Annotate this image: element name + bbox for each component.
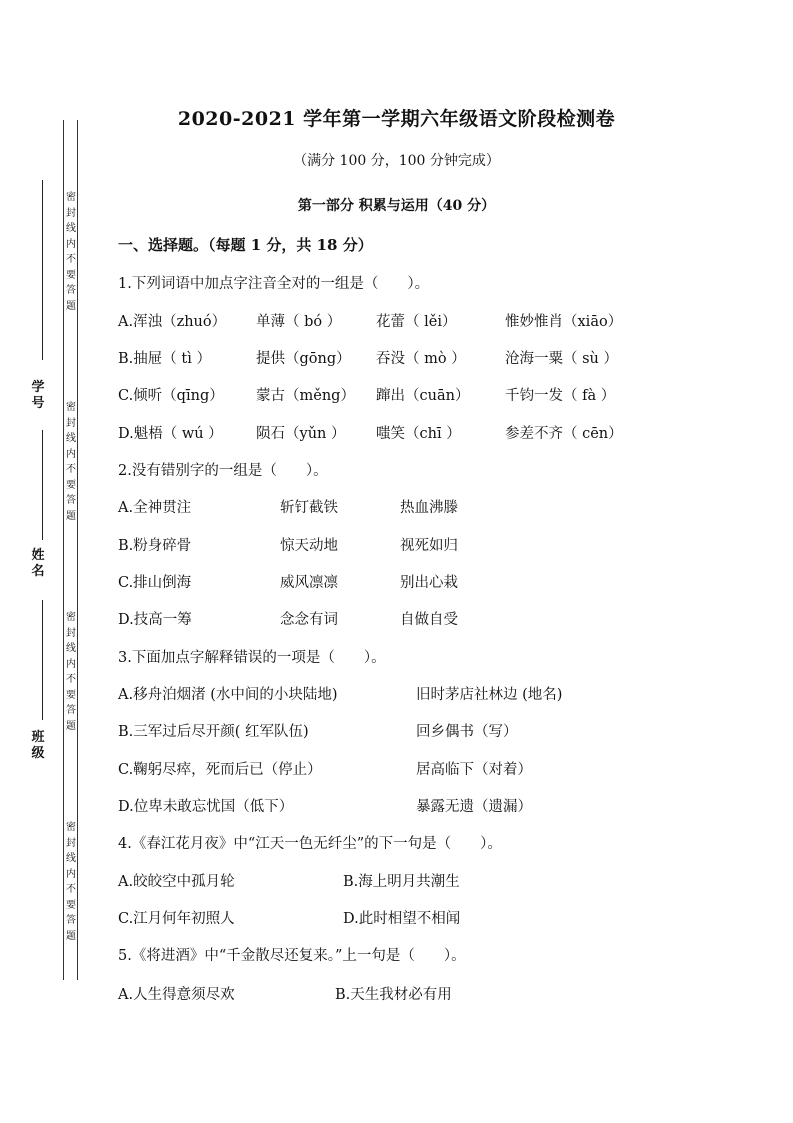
q1-option-c-3: 蹿出（cuān） bbox=[376, 388, 470, 404]
q4-option-c: C.江月何年初照人 bbox=[118, 911, 235, 927]
q1-option-a-1: A.浑浊（zhuó） bbox=[118, 314, 227, 330]
seal-line-outer bbox=[63, 120, 64, 980]
q1-option-b-1: B.抽屉（ tì ） bbox=[118, 351, 211, 367]
seal-text-1: 密封线内不要答题 bbox=[66, 192, 76, 312]
q1-option-b-4: 沧海一粟（ sù ） bbox=[505, 351, 618, 367]
q1-option-d-2: 陨石（yǔn ） bbox=[256, 426, 346, 442]
q1-option-a-2: 单薄（ bó ） bbox=[256, 314, 342, 330]
page-subtitle: （满分 100 分，100 分钟完成） bbox=[293, 153, 500, 169]
name-line bbox=[42, 430, 43, 540]
class-label: 班级 bbox=[31, 730, 45, 761]
seal-text-4: 密封线内不要答题 bbox=[66, 822, 76, 942]
section-heading: 一、选择题。（每题 1 分，共 18 分） bbox=[118, 236, 373, 254]
class-line bbox=[42, 600, 43, 720]
q2-option-c-2: 威风凛凛 bbox=[280, 575, 338, 591]
part-heading: 第一部分 积累与运用（40 分） bbox=[297, 198, 496, 214]
page-title: 2020-2021 学年第一学期六年级语文阶段检测卷 bbox=[177, 108, 616, 130]
q3-option-b-2: 回乡偶书（写） bbox=[416, 724, 518, 740]
q3-option-c-2: 居高临下（对着） bbox=[416, 762, 532, 778]
seal-text-2: 密封线内不要答题 bbox=[66, 402, 76, 522]
q3-option-d-2: 暴露无遗（遗漏） bbox=[416, 799, 532, 815]
q1-option-d-3: 嗤笑（chī ） bbox=[376, 426, 461, 442]
student-id-label: 学号 bbox=[31, 380, 45, 411]
q4-option-d: D.此时相望不相闻 bbox=[343, 911, 461, 927]
q1-option-b-2: 提供（gōng） bbox=[256, 351, 351, 367]
q2-option-d-3: 自做自受 bbox=[400, 612, 458, 628]
q3-option-c-1: C.鞠躬尽瘁，死而后已（停止） bbox=[118, 762, 322, 778]
q2-option-c-3: 别出心栽 bbox=[400, 575, 458, 591]
q1-option-d-4: 参差不齐（ cēn） bbox=[505, 426, 623, 442]
q1-option-d-1: D.魁梧（ wú ） bbox=[118, 426, 223, 442]
q2-option-b-1: B.粉身碎骨 bbox=[118, 538, 192, 554]
q1-option-a-3: 花蕾（ lěi） bbox=[376, 314, 457, 330]
seal-line-inner bbox=[77, 120, 78, 980]
q2-option-b-2: 惊天动地 bbox=[280, 538, 338, 554]
q2-option-d-1: D.技高一筹 bbox=[118, 612, 192, 628]
q3-option-a-1: A.移舟泊烟渚 (水中间的小块陆地) bbox=[118, 687, 338, 703]
q4-option-b: B.海上明月共潮生 bbox=[343, 874, 460, 890]
question-2-stem: 2.没有错别字的一组是（ ）。 bbox=[118, 463, 328, 479]
q1-option-c-4: 千钧一发（ fà ） bbox=[505, 388, 616, 404]
question-5-stem: 5.《将进酒》中“千金散尽还复来。”上一句是（ ）。 bbox=[118, 948, 466, 964]
question-1-stem: 1.下列词语中加点字注音全对的一组是（ ）。 bbox=[118, 276, 430, 292]
q2-option-c-1: C.排山倒海 bbox=[118, 575, 192, 591]
q5-option-b: B.天生我材必有用 bbox=[335, 987, 452, 1003]
q2-option-d-2: 念念有词 bbox=[280, 612, 338, 628]
q2-option-a-3: 热血沸滕 bbox=[400, 500, 458, 516]
question-4-stem: 4.《春江花月夜》中“江天一色无纤尘”的下一句是（ ）。 bbox=[118, 836, 502, 852]
q1-option-c-2: 蒙古（měng） bbox=[256, 388, 355, 404]
q1-option-b-3: 吞没（ mò ） bbox=[376, 351, 466, 367]
q2-option-a-1: A.全神贯注 bbox=[118, 500, 192, 516]
question-3-stem: 3.下面加点字解释错误的一项是（ ）。 bbox=[118, 650, 386, 666]
name-label: 姓名 bbox=[31, 548, 45, 579]
q1-option-c-1: C.倾听（qīng） bbox=[118, 388, 224, 404]
q4-option-a: A.皎皎空中孤月轮 bbox=[118, 874, 235, 890]
q3-option-d-1: D.位卑未敢忘忧国（低下） bbox=[118, 799, 294, 815]
q3-option-b-1: B.三军过后尽开颜( 红军队伍) bbox=[118, 724, 309, 740]
seal-text-3: 密封线内不要答题 bbox=[66, 612, 76, 732]
q2-option-a-2: 斩钉截铁 bbox=[280, 500, 338, 516]
q1-option-a-4: 惟妙惟肖（xiāo） bbox=[505, 314, 623, 330]
q5-option-a: A.人生得意须尽欢 bbox=[118, 987, 235, 1003]
q2-option-b-3: 视死如归 bbox=[400, 538, 458, 554]
q3-option-a-2: 旧时茅店社林边 (地名) bbox=[416, 687, 563, 703]
